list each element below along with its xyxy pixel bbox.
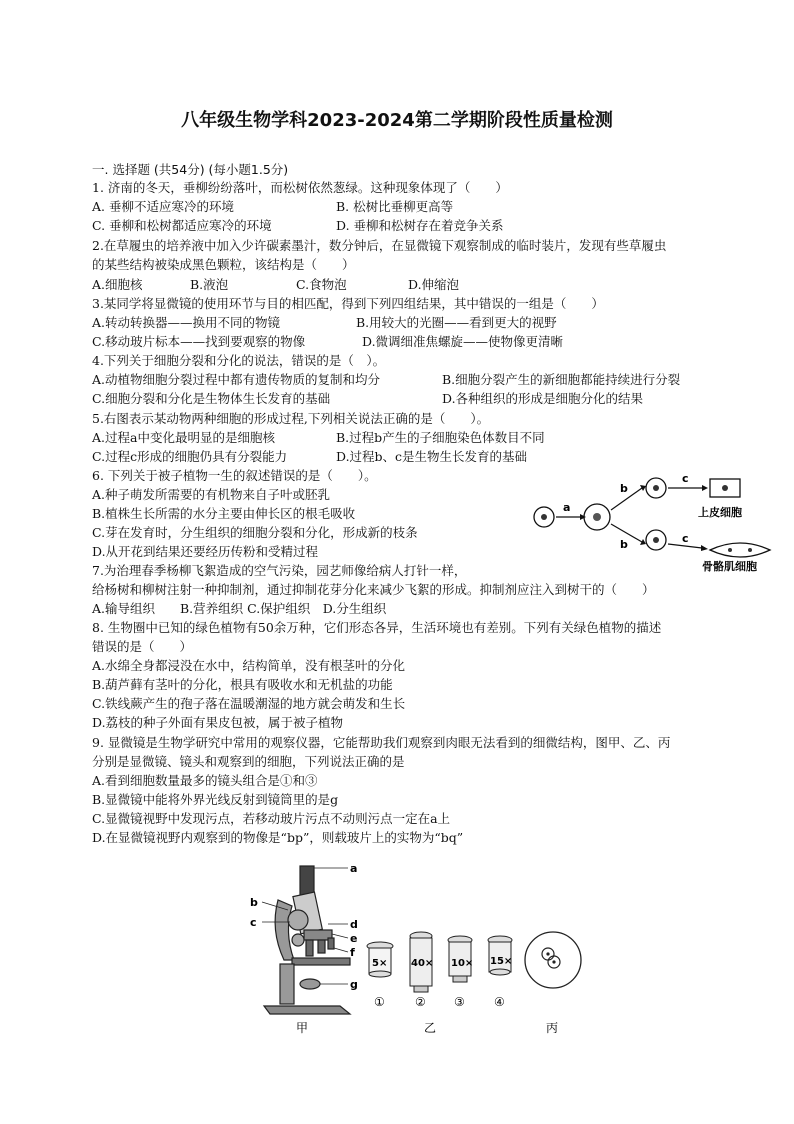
q8-option-b: B.葫芦藓有茎叶的分化，根具有吸收水和无机盐的功能 [92,677,393,692]
section-heading: 一. 选择题 (共54分) (每小题1.5分) [92,162,289,177]
cell-origin [534,507,554,527]
q2-option-c: C.食物泡 [296,277,347,292]
label-c-lower: c [682,532,689,545]
cell-grown [584,504,610,530]
epithelial-cell-label: 上皮细胞 [698,506,742,519]
part-label-e: e [350,932,358,945]
q1-option-c: C. 垂柳和松树都适应寒冷的环境 [92,218,272,233]
q4-option-b: B.细胞分裂产生的新细胞都能持续进行分裂 [442,372,681,387]
q9-option-a: A.看到细胞数量最多的镜头组合是①和③ [92,773,318,788]
q8-option-d: D.荔枝的种子外面有果皮包被，属于被子植物 [92,715,344,730]
q3-option-d: D.微调细准焦螺旋——使物像更清晰 [362,334,564,349]
lens-1-number: ① [374,995,385,1009]
part-label-c: c [250,916,257,929]
skeletal-muscle-cell [710,543,770,557]
lens-2-number: ② [415,995,426,1009]
q4-option-c: C.细胞分裂和分化是生物体生长发育的基础 [92,391,331,406]
part-label-a: a [350,862,358,875]
q5-stem: 5.右图表示某动物两种细胞的形成过程,下列相关说法正确的是（ ）。 [92,411,490,426]
q5-option-a: A.过程a中变化最明显的是细胞核 [92,430,275,445]
part-label-g: g [350,978,358,991]
part-label-b: b [250,896,258,909]
q4-option-d: D.各种组织的形成是细胞分化的结果 [442,391,644,406]
label-c-upper: c [682,472,689,485]
q6-stem: 6. 下列关于被子植物一生的叙述错误的是（ ）。 [92,468,377,483]
field-of-view [525,932,581,988]
q9-option-c: C.显微镜视野中发现污点，若移动玻片污点不动则污点一定在a上 [92,811,451,826]
q1-option-b: B. 松树比垂柳更高等 [336,199,454,214]
q3-stem: 3.某同学将显微镜的使用环节与目的相匹配，得到下列四组结果，其中错误的一组是（ ） [92,296,604,311]
q8-stem-line2: 错误的是（ ） [92,639,193,654]
caption-yi: 乙 [424,1021,437,1035]
q2-option-d: D.伸缩泡 [408,277,460,292]
q3-option-b: B.用较大的光圈——看到更大的视野 [356,315,557,330]
microscope-drawing [264,866,350,1014]
q9-stem-line2: 分别是显微镜、镜头和观察到的细胞，下列说法正确的是 [92,754,405,769]
q9-option-b: B.显微镜中能将外界光线反射到镜筒里的是g [92,792,339,807]
q6-option-d: D.从开花到结果还要经历传粉和受精过程 [92,544,319,559]
q6-option-c: C.芽在发育时，分生组织的细胞分裂和分化，形成新的枝条 [92,525,418,540]
q7-stem-line1: 7.为治理春季杨柳飞絮造成的空气污染，园艺师像给病人打针一样， [92,563,467,578]
part-label-d: d [350,918,358,931]
microscope-figure [240,860,590,1040]
q2-option-b: B.液泡 [190,277,229,292]
q9-option-d: D.在显微镜视野内观察到的物像是“bp”，则载玻片上的实物为“bq” [92,830,464,845]
q8-option-c: C.铁线蕨产生的孢子落在温暖潮湿的地方就会萌发和生长 [92,696,406,711]
q1-option-a: A. 垂柳不适应寒冷的环境 [92,199,234,214]
label-b-lower: b [620,538,628,551]
q2-stem-line2: 的某些结构被染成黑色颗粒，该结构是（ ） [92,257,355,272]
q9-stem-line1: 9. 显微镜是生物学研究中常用的观察仪器，它能帮助我们观察到肉眼无法看到的细微结构，图甲、乙、丙 [92,735,671,750]
q3-option-c: C.移动玻片标本——找到要观察的物像 [92,334,306,349]
q8-option-a: A.水绵全身都浸没在水中，结构简单，没有根茎叶的分化 [92,658,406,673]
q6-option-a: A.种子萌发所需要的有机物来自子叶或胚乳 [92,487,331,502]
q2-option-a: A.细胞核 [92,277,143,292]
cell-divided-upper [646,478,666,498]
label-b-upper: b [620,482,628,495]
lens-2-mag: 40× [411,958,434,969]
q5-option-b: B.过程b产生的子细胞染色体数目不同 [336,430,545,445]
cell-divided-lower [646,530,666,550]
q7-stem-line2: 给杨树和柳树注射一种抑制剂，通过抑制花芽分化来减少飞絮的形成。抑制剂应注入到树干的（ ） [92,582,655,597]
q5-option-c: C.过程c形成的细胞仍具有分裂能力 [92,449,288,464]
caption-jia: 甲 [296,1021,309,1035]
caption-bing: 丙 [546,1021,559,1035]
lens-3-number: ③ [454,995,465,1009]
label-a: a [563,501,571,514]
lens-4-number: ④ [494,995,505,1009]
q3-option-a: A.转动转换器——换用不同的物镜 [92,315,281,330]
q6-option-b: B.植株生长所需的水分主要由伸长区的根毛吸收 [92,506,356,521]
skeletal-muscle-cell-label: 骨骼肌细胞 [702,560,757,573]
q4-stem: 4.下列关于细胞分裂和分化的说法，错误的是（ ）。 [92,353,386,368]
q5-option-d: D.过程b、c是生物生长发育的基础 [336,449,528,464]
epithelial-cell [710,479,740,497]
lens-1-mag: 5× [372,958,388,969]
part-label-f: f [350,946,355,959]
q1-option-d: D. 垂柳和松树存在着竞争关系 [336,218,504,233]
lens-3-mag: 10× [451,958,474,969]
q8-stem-line1: 8. 生物圈中已知的绿色植物有50余万种，它们形态各异，生活环境也有差别。下列有关绿色植物的描述 [92,620,662,635]
q4-option-a: A.动植物细胞分裂过程中都有遗传物质的复制和均分 [92,372,381,387]
cell-differentiation-figure [530,470,780,580]
q2-stem-line1: 2.在草履虫的培养液中加入少许碳素墨汁，数分钟后，在显微镜下观察制成的临时装片，发现有些草履虫 [92,238,667,253]
page-title: 八年级生物学科2023-2024第二学期阶段性质量检测 [181,110,613,131]
q1-stem: 1. 济南的冬天，垂柳纷纷落叶，而松树依然葱绿。这种现象体现了（ ） [92,180,508,195]
q7-options: A.输导组织 B.营养组织 C.保护组织 D.分生组织 [92,601,387,616]
lens-4-mag: 15× [490,956,513,967]
